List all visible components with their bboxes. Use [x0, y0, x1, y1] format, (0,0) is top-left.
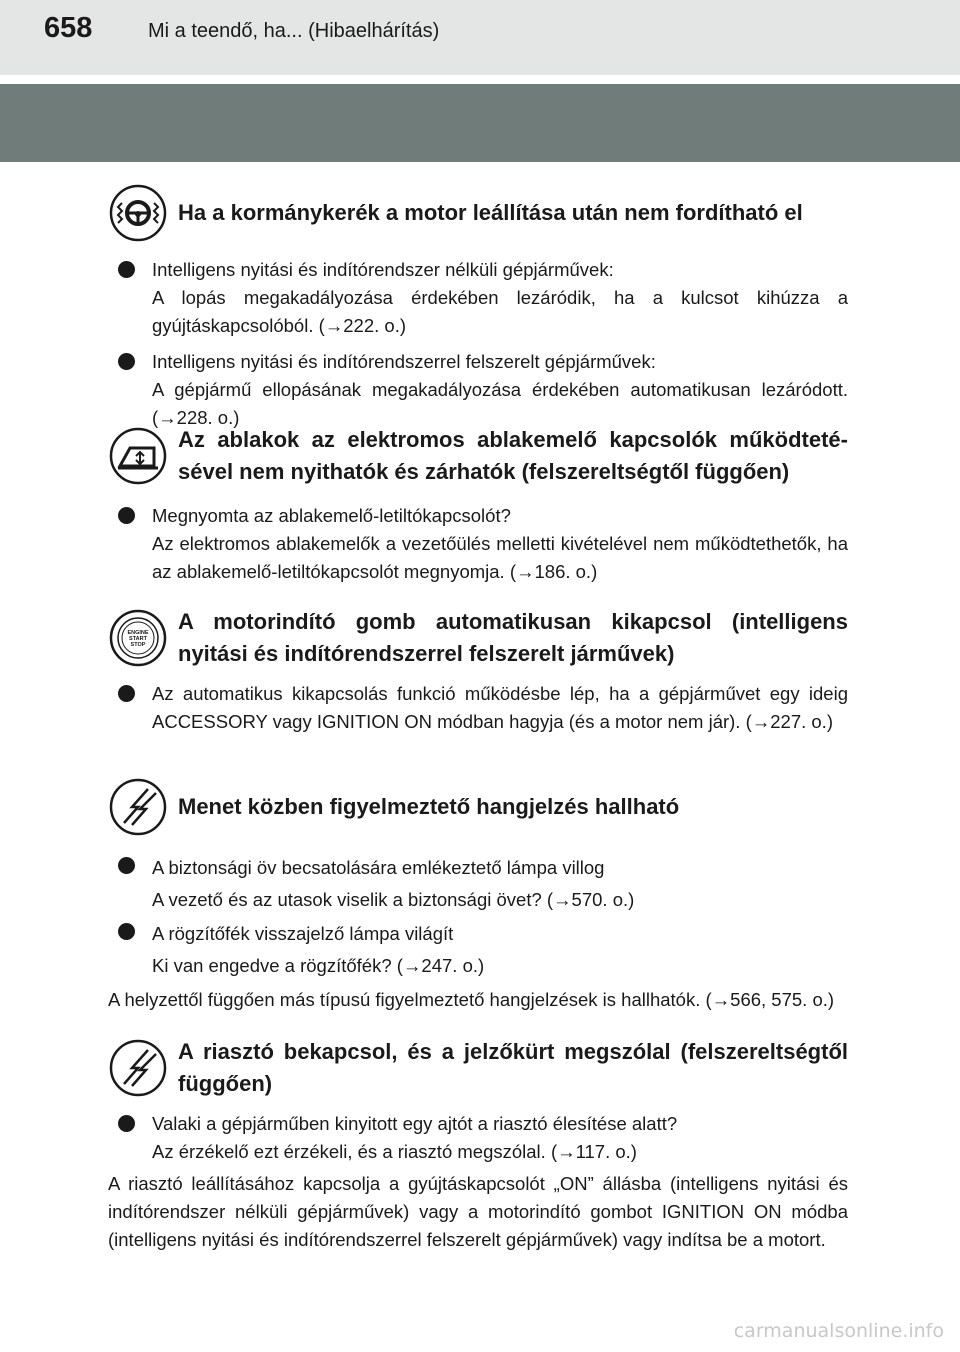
list-item	[108, 852, 848, 916]
item-lead: Megnyomta az ablakemelő-letiltókapcsolót?	[152, 505, 511, 526]
item-text	[152, 502, 848, 586]
page-number: 658	[44, 12, 93, 44]
item-text	[152, 918, 848, 982]
section-title: Menet közben figyelmeztető hangjelzés hallható	[178, 794, 680, 819]
item-text	[152, 852, 848, 916]
header-band	[0, 84, 960, 162]
section-title: Ha a kormánykerék a motor leállítása után nem fordítható el	[178, 200, 803, 225]
item-body: Az elektromos ablakemelők a vezetőülés melletti kivételével nem működtethetők, ha az ablakemelő-letiltókapcsolót megnyomja. (→186. o.)	[152, 533, 848, 582]
list-item	[108, 502, 848, 586]
section-heading	[108, 606, 848, 670]
section-title: A riasztó bekapcsol, és a jelzőkürt megszólal (felszereltségtől függően)	[178, 1039, 848, 1096]
top-strip	[0, 0, 960, 75]
list-item	[108, 918, 848, 982]
section-note: A riasztó leállításához kapcsolja a gyújtáskapcsolót „ON” állásba (intelligens nyitási és indítórendszer nélküli gépjárművek) vagy a motorindító gombot IGNITION ON módba (intelligens nyitási és indítórendszerrel felszerelt gépjárművek) vagy indítsa be a motort.	[108, 1173, 848, 1250]
item-text	[152, 348, 848, 432]
bullet-icon	[118, 685, 135, 702]
bullet-icon	[118, 923, 135, 940]
alarm-sound-icon	[108, 1038, 168, 1098]
bullet-icon	[118, 507, 135, 524]
section-warning-buzzer	[108, 776, 848, 1014]
item-body: Ki van engedve a rögzítőfék? (→247. o.)	[152, 955, 485, 976]
item-lead: Intelligens nyitási és indítórendszer nélküli gépjárművek:	[152, 259, 614, 280]
running-header: Mi a teendő, ha... (Hibaelhárítás)	[148, 20, 440, 42]
warning-sound-icon	[108, 777, 168, 837]
section-heading	[108, 776, 848, 838]
svg-text:STOP: STOP	[130, 642, 146, 648]
item-text	[152, 680, 848, 736]
bullet-icon	[118, 857, 135, 874]
item-text	[152, 1110, 848, 1166]
section-engine-switch	[108, 606, 848, 756]
steering-wheel-vibration-icon	[108, 183, 168, 243]
list-item	[108, 1110, 848, 1166]
list-item	[108, 348, 848, 432]
item-body: Az automatikus kikapcsolás funkció működésbe lép, ha a gépjárművet egy ideig ACCESSORY vagy IGNITION ON módban hagyja (és a motor nem jár). (→227. o.)	[152, 683, 848, 732]
item-lead: Valaki a gépjárműben kinyitott egy ajtót a riasztó élesítése alatt?	[152, 1113, 678, 1134]
section-title: A motorindító gomb automatikusan kikapcsol (intelligens nyitási és indítórendszerrel felszerelt járművek)	[178, 609, 848, 666]
engine-start-stop-icon	[108, 608, 168, 668]
section-heading	[108, 182, 848, 244]
bullet-icon	[118, 1115, 135, 1132]
item-body: A lopás megakadályozása érdekében lezáródik, ha a kulcsot kihúzza a gyújtáskapcsolóból. (→222. o.)	[152, 287, 848, 336]
page-content	[108, 182, 848, 1254]
item-lead: A biztonsági öv becsatolására emlékeztető lámpa villog	[152, 857, 605, 878]
section-heading	[108, 1036, 848, 1100]
bullet-icon	[118, 261, 135, 278]
section-power-windows	[108, 424, 848, 592]
power-window-icon	[108, 426, 168, 486]
svg-text:ENGINE: ENGINE	[127, 630, 149, 636]
section-alarm	[108, 1036, 848, 1254]
svg-text:START: START	[129, 636, 147, 642]
watermark: carmanualsonline.info	[733, 1320, 944, 1342]
list-item	[108, 256, 848, 340]
item-body: A vezető és az utasok viselik a biztonsági övet? (→570. o.)	[152, 889, 635, 910]
list-item	[108, 680, 848, 736]
item-lead: A rögzítőfék visszajelző lámpa világít	[152, 923, 454, 944]
section-title: Az ablakok az elektromos ablakemelő kapcsolók működtetésével nem nyithatók és zárhatók (felszereltségtől függően)	[178, 427, 848, 484]
section-heading	[108, 424, 848, 488]
item-text	[152, 256, 848, 340]
section-steering-lock	[108, 182, 848, 428]
item-body: Az érzékelő ezt érzékeli, és a riasztó megszólal. (→117. o.)	[152, 1141, 637, 1162]
section-note: A helyzettől függően más típusú figyelmeztető hangjelzések is hallhatók. (→566, 575. o.)	[108, 989, 835, 1010]
item-body: A gépjármű ellopásának megakadályozása érdekében automatikusan lezáródott. (→228. o.)	[152, 379, 848, 428]
bullet-icon	[118, 353, 135, 370]
item-lead: Intelligens nyitási és indítórendszerrel felszerelt gépjárművek:	[152, 351, 656, 372]
